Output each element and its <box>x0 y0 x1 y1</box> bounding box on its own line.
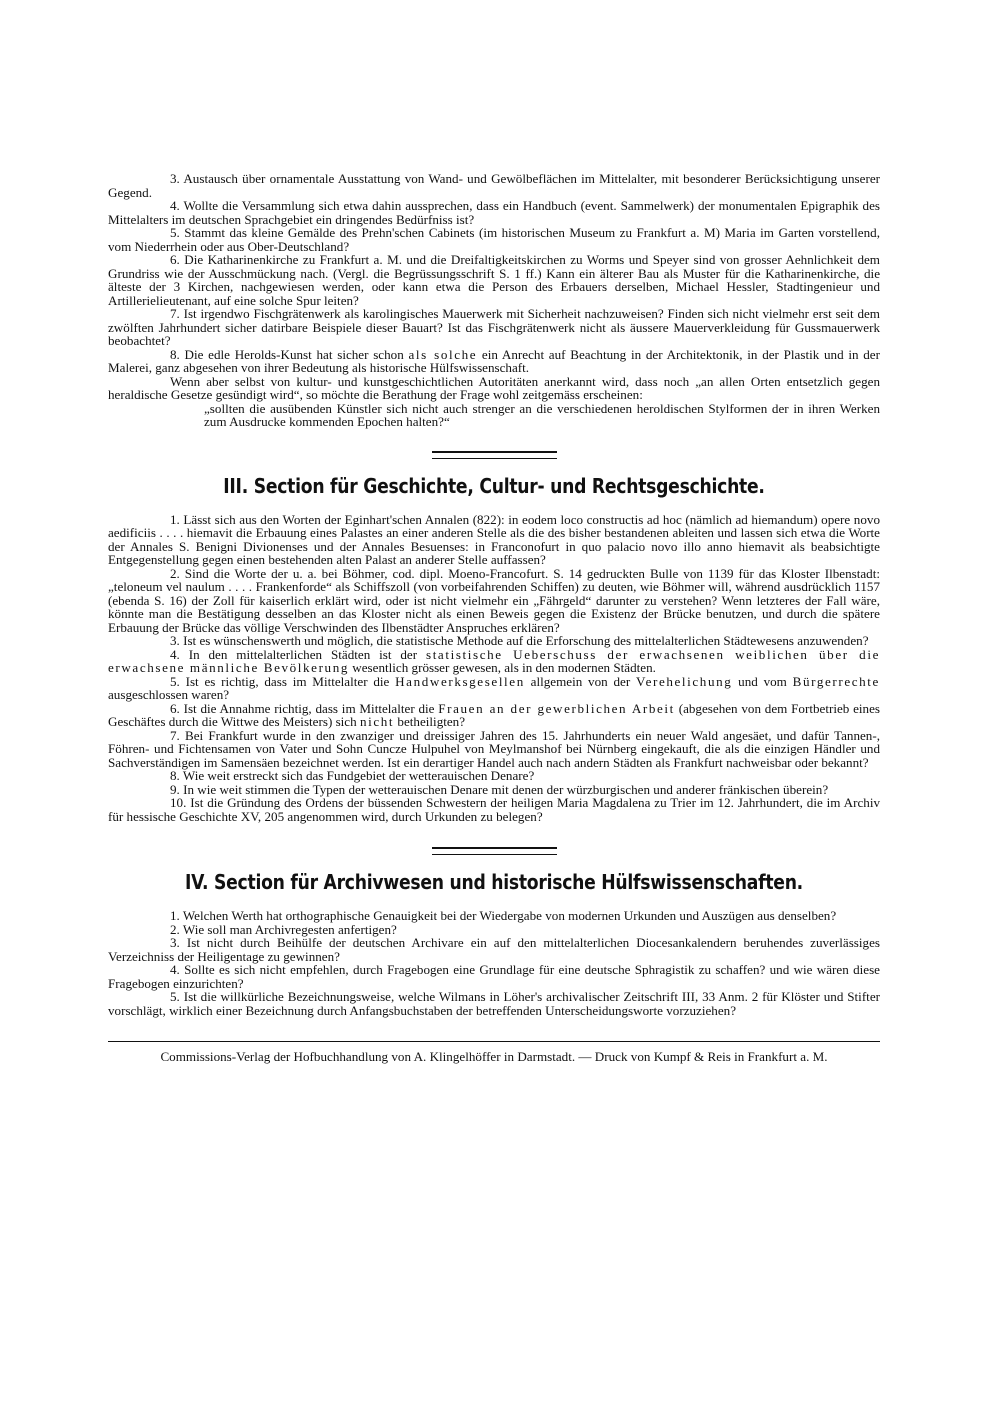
question-iii-4: 4. In den mittelalterlichen Städten ist der statistische Ueberschuss der erwachsenen weiblichen über die erwachsene männliche Bevölkerung wesentlich grösser gewesen, als in den modernen Städten. <box>108 646 880 675</box>
emphasis-text: Handwerksgesellen <box>395 673 525 689</box>
section-divider <box>432 451 557 459</box>
emphasis-text: nicht <box>359 714 395 729</box>
question-ii-6: 6. Die Katharinenkirche zu Frankfurt a. M. und die Dreifaltigkeitskirchen zu Worms und Speyer sind von grosser Aehnlichkeit dem Grundriss wie der Ausschmückung nach. (Vergl. die Begrüssungsschrift S. 1 ff.) Kann ein älterer Bau als Muster für die Katharinenkirche, die älteste der 3 Kirchen, nachgewiesen werden, oder kann etwa die Person des Erbauers derselben, Michael Hessler, Stadtingenieur und Artillerielieutenant, auf eine solche Spur leiten? <box>108 252 880 308</box>
section-iv-heading: IV. Section für Archivwesen und historische Hülfswissenschaften. <box>185 870 803 894</box>
section-divider <box>432 847 557 855</box>
question-iv-4: 4. Sollte es sich nicht empfehlen, durch Fragebogen eine Grundlage für eine deutsche Sphragistik zu schaffen? und wie wären diese Fragebogen einzurichten? <box>108 962 880 991</box>
question-iii-6: 6. Ist die Annahme richtig, dass im Mittelalter die Frauen an der gewerblichen Arbeit (abgesehen von dem Fortbetrieb eines Geschäftes durch die Wittwe des Meisters) sich nicht betheiligten? <box>108 700 880 729</box>
question-iii-10: 10. Ist die Gründung des Ordens der büssenden Schwestern der heiligen Maria Magdalena zu Trier im 12. Jahrhundert, die im Archiv für hessische Geschichte XV, 205 angenommen wird, durch Urkunden zu belegen? <box>108 795 880 824</box>
section-iv-questions <box>108 909 880 1017</box>
section-ii-questions <box>108 172 880 429</box>
question-iii-8: 8. Wie weit erstreckt sich das Fundgebiet der wetterauischen Denare? <box>170 768 535 783</box>
question-iii-7: 7. Bei Frankfurt wurde in den zwanziger und dreissiger Jahren des 15. Jahrhunderts ein neuer Wald angesäet, und dafür Tannen-, Föhren- und Fichtensamen von Vater und Sohn Cuncze Hulpuhel von Meylmanshof bei Nürnberg eingekauft, die als die einzigen Händler und Sachverständigen im Samensäen bezeichnet werden. Ist ein derartiger Handel auch nach andern Städten als Frankfurt nachweisbar oder bekannt? <box>108 727 880 770</box>
closing-paragraph: Wenn aber selbst von kultur- und kunstgeschichtlichen Autoritäten anerkannt wird, dass noch „an allen Orten entsetzlich gegen heraldische Gesetze gesündigt wird“, so möchte die Berathung der Frage wohl zeitgemäss erscheinen: <box>108 373 880 402</box>
question-ii-7: 7. Ist irgendwo Fischgrätenwerk als karolingisches Mauerwerk mit Sicherheit nachzuweisen? Finden sich nicht vielmehr erst seit dem zwölften Jahrhundert sicher datirbare Beispiele dieser Bauart? Ist das Fischgrätenwerk nicht als äussere Mauerverkleidung für Gussmauerwerk beobachtet? <box>108 306 880 348</box>
question-iii-1: 1. Lässt sich aus den Worten der Eginhart'schen Annalen (822): in eodem loco constructis ad hoc (nämlich ad hiemandum) opere novo aedificiis . . . . hiemavit die Erbauung eines Palastes an einer anderen Stelle als die des bisher bestandenen ableiten und lassen sich etwa die Worte der Annales S. Benigni Divionenses und der Annales Besuenses: in Franconofurt in quo palacio novo illo anno hiemavit als beabsichtigte Entgegenstellung gegen einen bestehenden alten Palast an anderer Stelle auffassen? <box>108 511 880 567</box>
question-iii-9: 9. In wie weit stimmen die Typen der wetterauischen Denare mit denen der würzburgischen und anderer fränkischen überein? <box>170 781 829 797</box>
emphasis-text: als solche <box>408 346 478 362</box>
question-iii-3: 3. Ist es wünschenswerth und möglich, die statistische Methode auf die Erforschung des mittelalterlichen Städtewesens anzuwenden? <box>170 633 869 648</box>
question-iv-1: 1. Welchen Werth hat orthographische Genauigkeit bei der Wiedergabe von modernen Urkunden und Auszügen aus denselben? <box>170 908 837 923</box>
imprint-footer: Commissions-Verlag der Hofbuchhandlung von A. Klingelhöffer in Darmstadt. — Druck von Kumpf & Reis in Frankfurt a. M. <box>160 1049 828 1064</box>
question-ii-4: 4. Wollte die Versammlung sich etwa dahin aussprechen, dass ein Handbuch (event. Sammelwerk) der monumentalen Epigraphik des Mittelalters im deutschen Sprachgebiet ein dringendes Bedürfniss ist? <box>108 198 880 227</box>
question-iv-3: 3. Ist nicht durch Beihülfe der deutschen Archivare ein auf den mittelalterlichen Diocesankalendern beruhendes zuverlässiges Verzeichniss der Heiligentage zu gewinnen? <box>108 935 880 964</box>
section-iii-questions <box>108 513 880 824</box>
section-iii-heading: III. Section für Geschichte, Cultur- und Rechtsgeschichte. <box>223 473 765 498</box>
emphasis-text: Frauen an der gewerblichen Arbeit <box>438 700 675 716</box>
document-page <box>108 172 880 1064</box>
question-iii-2: 2. Sind die Worte der u. a. bei Böhmer, cod. dipl. Moeno-Francofurt. S. 14 gedruckten Bulle von 1139 für das Kloster Ilbenstadt: „teloneum vel naulum . . . . Frankenforde“ als Schiffszoll (von vorbeifahrenden Schiffen) zu deuten, wie Böhmer will, während ausdrücklich 1157 (ebenda S. 16) der Zoll für kaiserlich erklärt wird, oder ist nicht vielmehr ein „Fährgeld“ darunter zu verstehen? Wenn letzteres der Fall wäre, könnte man die Bestätigung desselben an das Kloster nicht als einen Beweis gegen die Existenz der Brücke benutzen, und durch die spätere Erbauung der Brücke das völlige Verschwinden des Ilbenstädter Anspruches erklären? <box>108 565 880 635</box>
heraldry-quote: „sollten die ausübenden Künstler sich nicht auch strenger an die verschiedenen heroldischen Stylformen der in ihren Werken zum Ausdrucke kommenden Epochen halten?“ <box>204 400 880 429</box>
question-ii-5: 5. Stammt das kleine Gemälde des Prehn'schen Cabinets (im historischen Museum zu Frankfurt a. M) Maria im Garten vorstellend, vom Niederrhein oder aus Ober-Deutschland? <box>108 225 880 254</box>
question-iv-5: 5. Ist die willkürliche Bezeichnungsweise, welche Wilmans in Löher's archivalischer Zeitschrift III, 33 Anm. 2 für Klöster und Stifter vorschlägt, wirklich einer Bezeichnung durch Anfangsbuchstaben der betreffenden Unterscheidungsworte vorzuziehen? <box>108 989 880 1018</box>
emphasis-text: statistische Ueberschuss der erwachsenen weiblichen über die erwachsene männliche Bevölkerung <box>108 646 880 675</box>
question-iv-2: 2. Wie soll man Archivregesten anfertigen? <box>170 921 397 937</box>
question-iii-5: 5. Ist es richtig, dass im Mittelalter die Handwerksgesellen allgemein von der Verehelichung und vom Bürgerrechte ausgeschlossen waren? <box>108 673 880 702</box>
question-ii-3: 3. Austausch über ornamentale Ausstattung von Wand- und Gewölbeflächen im Mittelalter, mit besonderer Berücksichtigung unserer Gegend. <box>108 171 880 200</box>
emphasis-text: Bürgerrechte <box>792 673 880 689</box>
emphasis-text: Verehelichung <box>635 673 733 689</box>
question-ii-8: 8. Die edle Herolds-Kunst hat sicher schon als solche ein Anrecht auf Beachtung in der Architektonik, in der Plastik und in der Malerei, ganz abgesehen von ihrer Bedeutung als historische Hülfswissenschaft. <box>108 346 880 375</box>
